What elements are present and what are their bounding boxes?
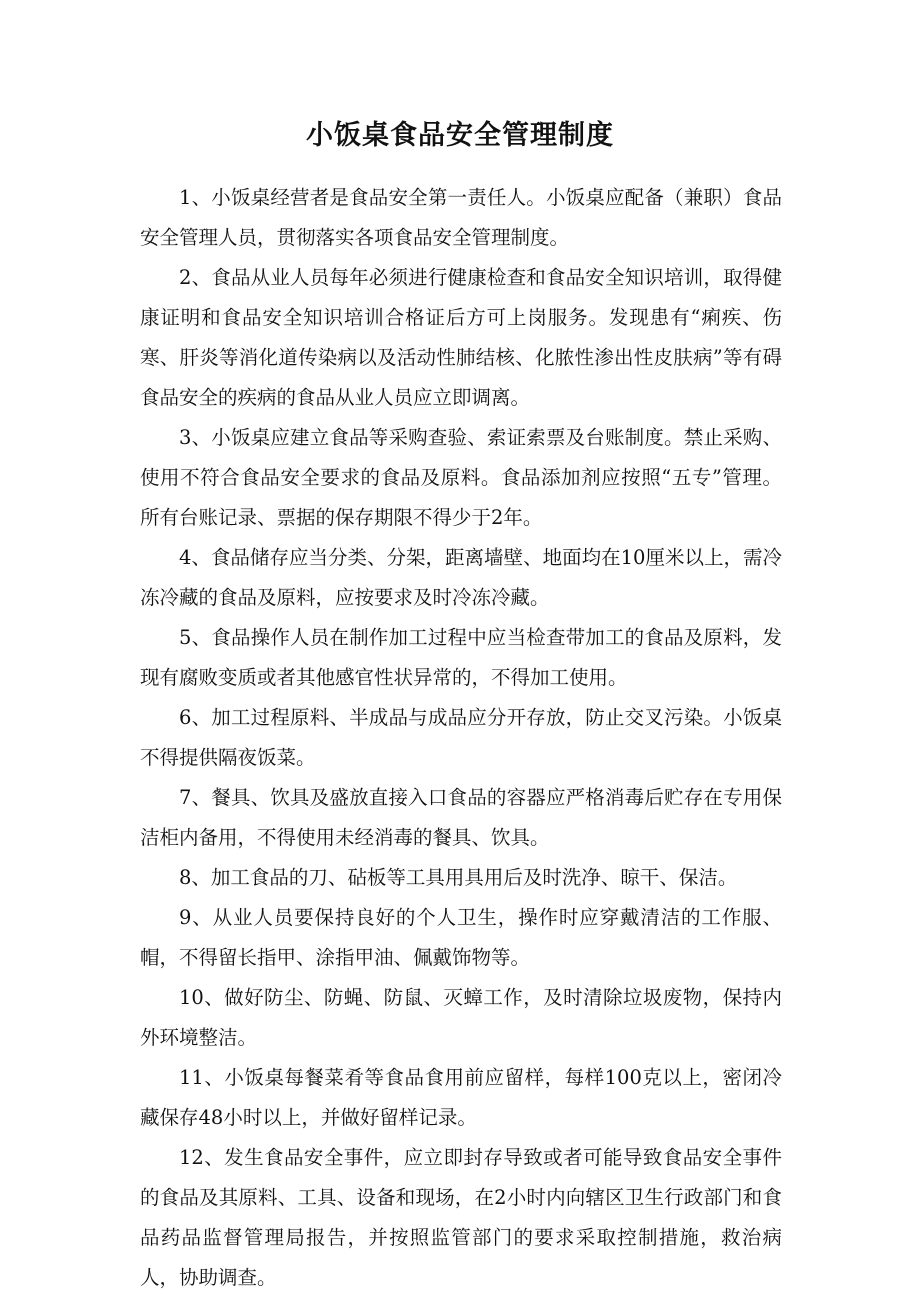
document-title: 小饭桌食品安全管理制度 — [306, 120, 614, 151]
paragraph-4: 4、食品储存应当分类、分架，距离墙壁、地面均在10厘米以上，需冷冻冷藏的食品及原料，应按要求及时冷冻冷藏。 — [140, 546, 782, 609]
paragraph-5: 5、食品操作人员在制作加工过程中应当检查带加工的食品及原料，发现有腐败变质或者其他感官性状异常的，不得加工使用。 — [140, 626, 782, 689]
paragraph-8: 8、加工食品的刀、砧板等工具用具用后及时洗净、晾干、保洁。 — [179, 866, 738, 889]
paragraph-10: 10、做好防尘、防蝇、防鼠、灭蟑工作，及时清除垃圾废物，保持内外环境整洁。 — [140, 986, 782, 1049]
paragraph-3: 3、小饭桌应建立食品等采购查验、索证索票及台账制度。禁止采购、使用不符合食品安全要求的食品及原料。食品添加剂应按照“五专”管理。所有台账记录、票据的保存期限不得少于2年。 — [140, 426, 782, 529]
paragraph-6: 6、加工过程原料、半成品与成品应分开存放，防止交叉污染。小饭桌不得提供隔夜饭菜。 — [140, 706, 782, 769]
paragraph-1: 1、小饭桌经营者是食品安全第一责任人。小饭桌应配备（兼职）食品安全管理人员，贯彻落实各项食品安全管理制度。 — [140, 186, 782, 249]
document-body — [140, 178, 782, 1298]
paragraph-9: 9、从业人员要保持良好的个人卫生，操作时应穿戴清洁的工作服、帽，不得留长指甲、涂指甲油、佩戴饰物等。 — [140, 906, 782, 969]
paragraph-2: 2、食品从业人员每年必须进行健康检查和食品安全知识培训，取得健康证明和食品安全知识培训合格证后方可上岗服务。发现患有“痢疾、伤寒、肝炎等消化道传染病以及活动性肺结核、化脓性渗出性皮肤病”等有碍食品安全的疾病的食品从业人员应立即调离。 — [140, 266, 782, 409]
paragraph-11: 11、小饭桌每餐菜肴等食品食用前应留样，每样100克以上，密闭冷藏保存48小时以上，并做好留样记录。 — [140, 1066, 782, 1129]
paragraph-12: 12、发生食品安全事件，应立即封存导致或者可能导致食品安全事件的食品及其原料、工具、设备和现场，在2小时内向辖区卫生行政部门和食品药品监督管理局报告，并按照监管部门的要求采取控制措施，救治病人，协助调查。 — [140, 1146, 782, 1289]
paragraph-7: 7、餐具、饮具及盛放直接入口食品的容器应严格消毒后贮存在专用保洁柜内备用，不得使用未经消毒的餐具、饮具。 — [140, 786, 782, 849]
